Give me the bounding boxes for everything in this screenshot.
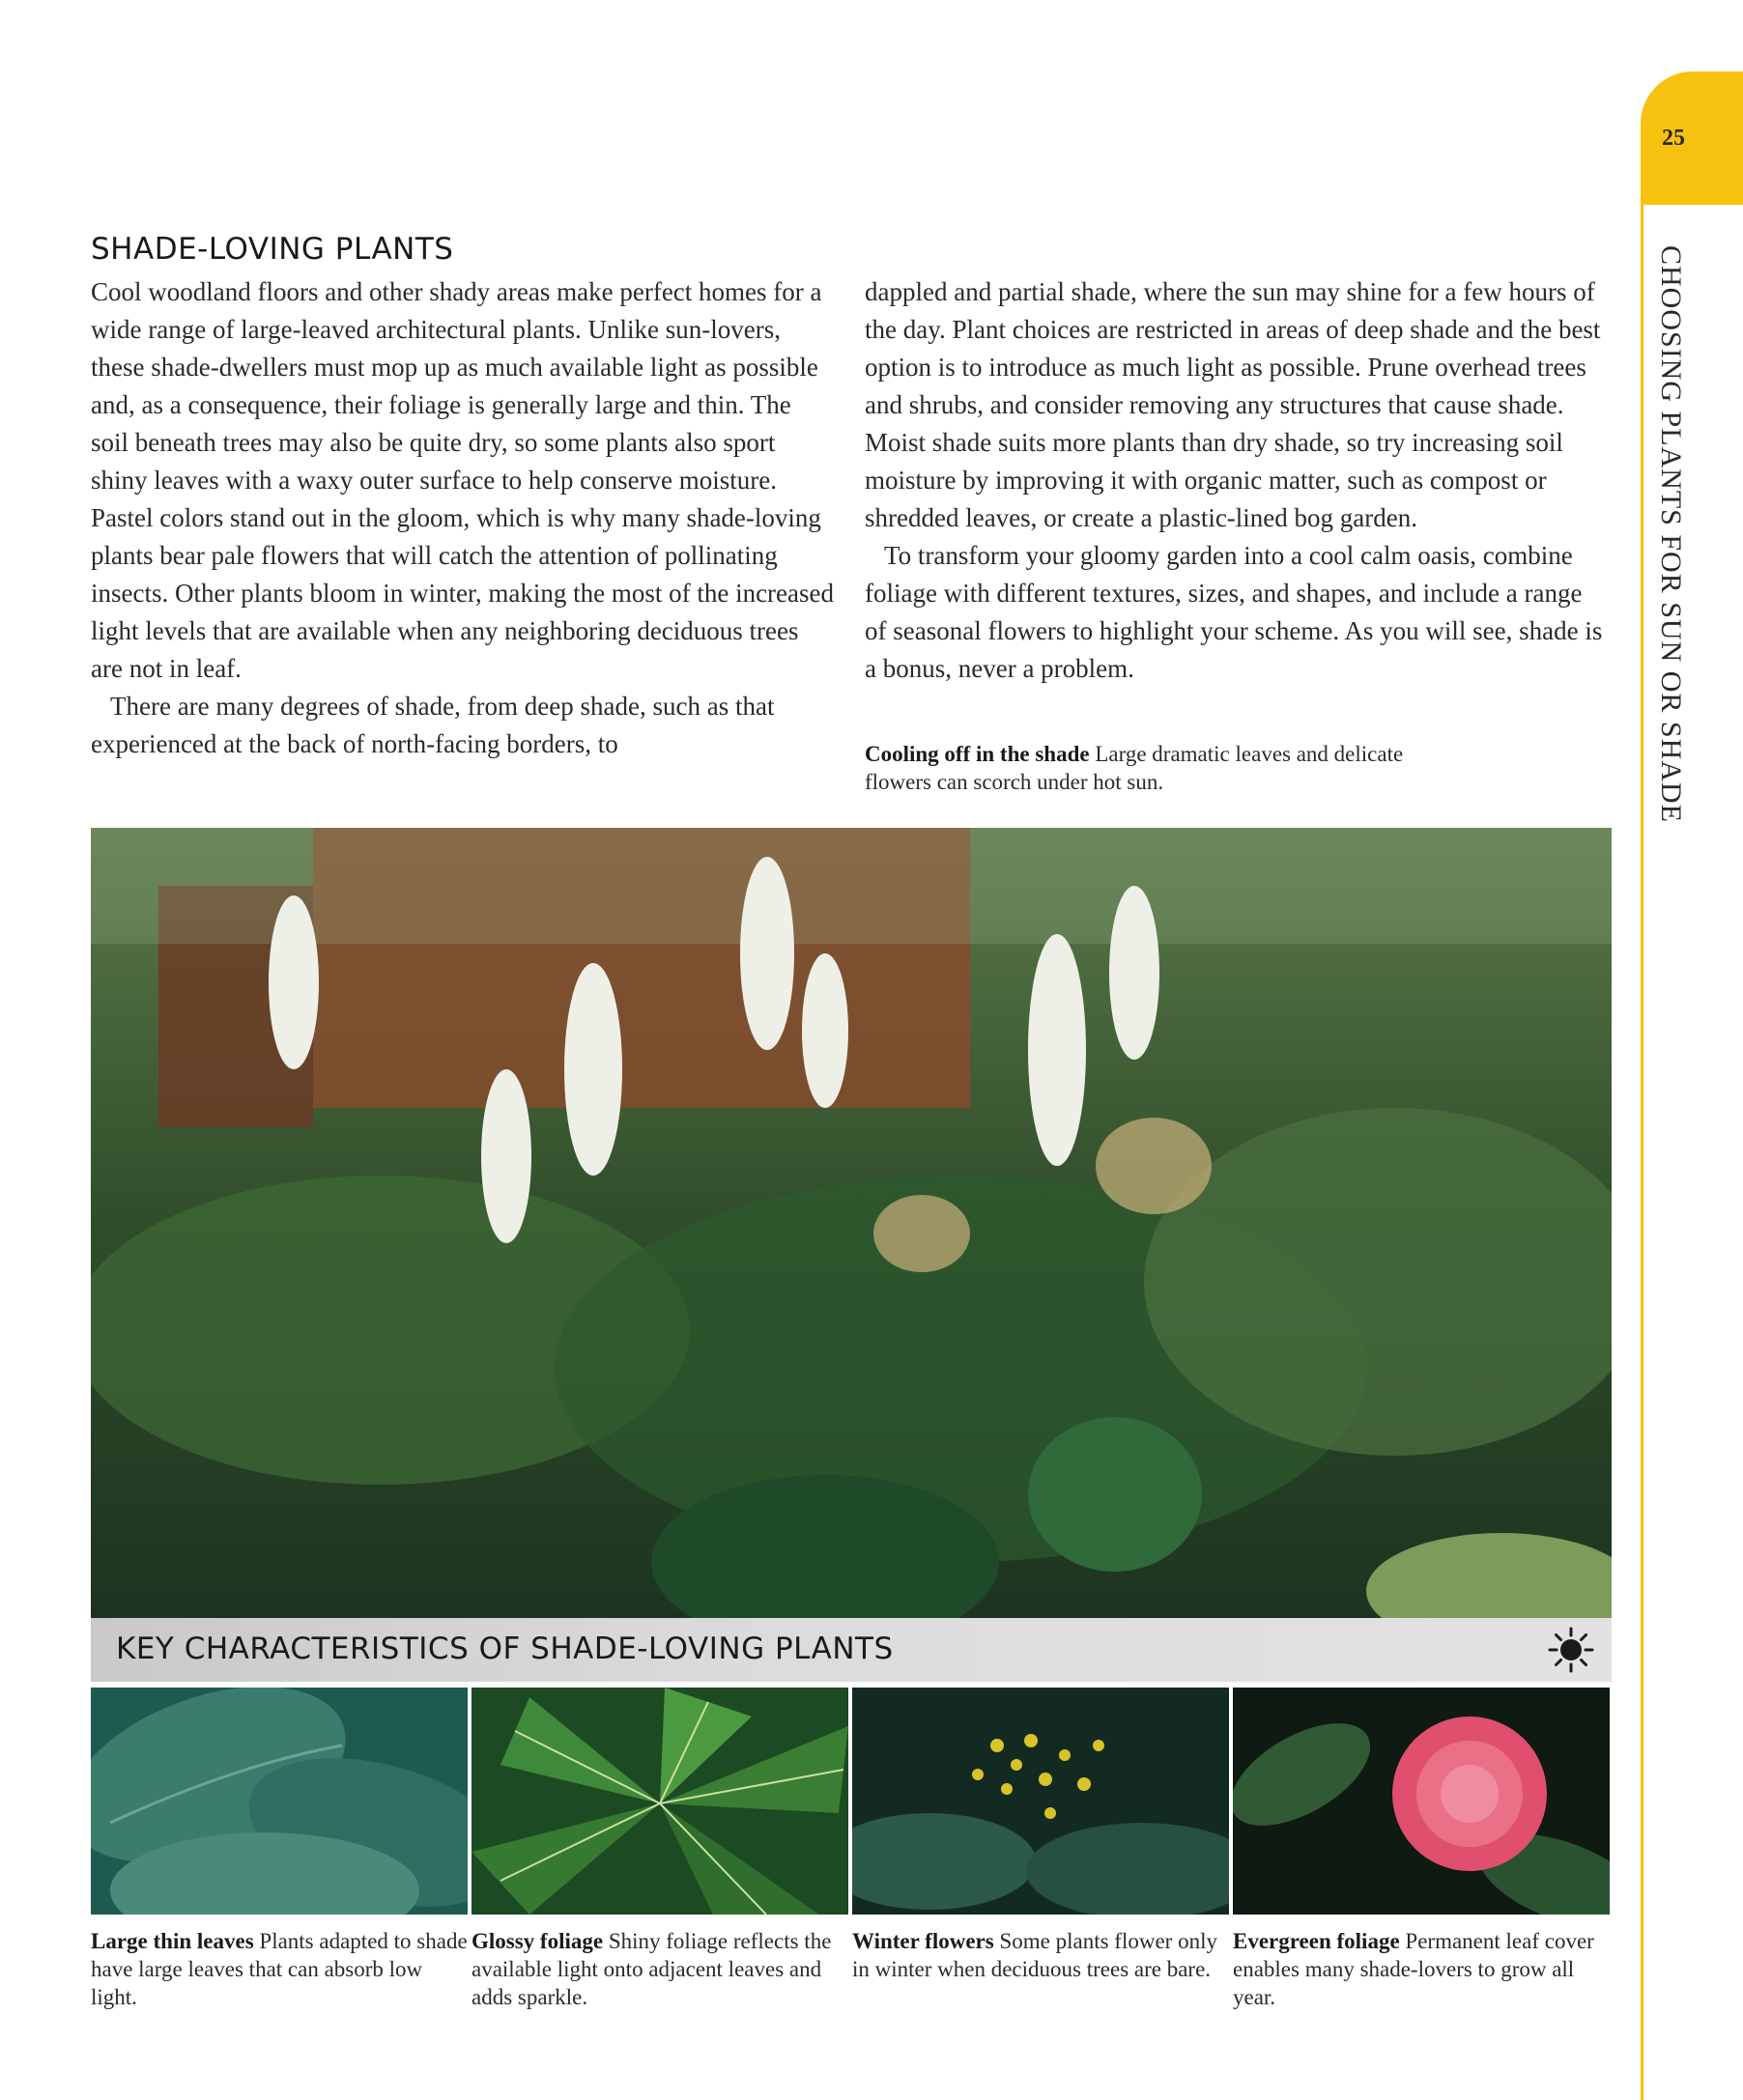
article-paragraph: dappled and partial shade, where the sun may shine for a few hours of the day. Plant choices are restricted in areas of deep shade and the best option is to introduce as much light as possible. Prune overhead trees and shrubs, and consider removing any structures that cause shade. Moist shade suits more plants than dry shade, so try increasing soil moisture by improving it with organic matter, such as compost or shredded leaves, or create a plastic-lined bog garden. (865, 277, 1601, 532)
shade-garden-photo (91, 828, 1612, 1618)
thumb-caption-glossy-foliage (471, 1927, 853, 2011)
thumb-caption-text: Some plants flower only in winter when deciduous trees are bare. (852, 1929, 1217, 1981)
caption-text: Large dramatic leaves and delicate flowers can scorch under hot sun. (865, 742, 1404, 794)
large-thin-leaves-photo (91, 1688, 468, 1915)
thumb-caption-text: Permanent leaf cover enables many shade-lovers to grow all year. (1233, 1929, 1594, 2009)
article-paragraph: To transform your gloomy garden into a cool calm oasis, combine foliage with different textures, sizes, and shapes, and include a range of seasonal flowers to highlight your scheme. As you will see, shade is a bonus, never a problem. (865, 541, 1603, 683)
thumb-caption-lead: Winter flowers (852, 1929, 994, 1953)
key-characteristics-bar (91, 1618, 1612, 1682)
winter-flowers-photo (852, 1688, 1229, 1915)
thumb-caption-lead: Evergreen foliage (1233, 1929, 1400, 1953)
thumb-caption-evergreen-foliage (1233, 1927, 1600, 2011)
thumb-caption-winter-flowers (852, 1927, 1234, 1983)
article-column-right (865, 273, 1609, 688)
thumb-caption-lead: Glossy foliage (471, 1929, 604, 1953)
sun-icon (1548, 1627, 1594, 1673)
thumb-caption-text: Plants adapted to shade have large leaves that can absorb low light. (91, 1929, 468, 2009)
article-paragraph: Cool woodland floors and other shady areas make perfect homes for a wide range of large-leaved architectural plants. Unlike sun-lovers, these shade-dwellers must mop up as much available light as possible and, as a consequence, their foliage is generally large and thin. The soil beneath trees may also be quite dry, so some plants also sport shiny leaves with a waxy outer surface to help conserve moisture. Pastel colors stand out in the gloom, which is why many shade-loving plants bear pale flowers that will catch the attention of pollinating insects. Other plants bloom in winter, making the most of the increased light levels that are available when any neighboring deciduous trees are not in leaf. (91, 277, 834, 683)
tab-divider-line (1641, 205, 1643, 2100)
thumb-caption-text: Shiny foliage reflects the available light onto adjacent leaves and adds sparkle. (471, 1929, 832, 2009)
article-paragraph: There are many degrees of shade, from deep shade, such as that experienced at the back of north-facing borders, to (91, 692, 775, 758)
key-characteristics-title: KEY CHARACTERISTICS OF SHADE-LOVING PLANTS (116, 1632, 894, 1666)
photo-caption (865, 740, 1406, 796)
thumb-caption-large-thin-leaves (91, 1927, 472, 2011)
page-number: 25 (1662, 126, 1685, 151)
evergreen-foliage-photo (1233, 1688, 1610, 1915)
thumb-caption-lead: Large thin leaves (91, 1929, 254, 1953)
section-label: CHOOSING PLANTS FOR SUN OR SHADE (1655, 245, 1687, 823)
glossy-foliage-photo (471, 1688, 848, 1915)
caption-lead: Cooling off in the shade (865, 742, 1090, 766)
article-title: SHADE-LOVING PLANTS (91, 232, 454, 267)
article-column-left (91, 273, 835, 763)
